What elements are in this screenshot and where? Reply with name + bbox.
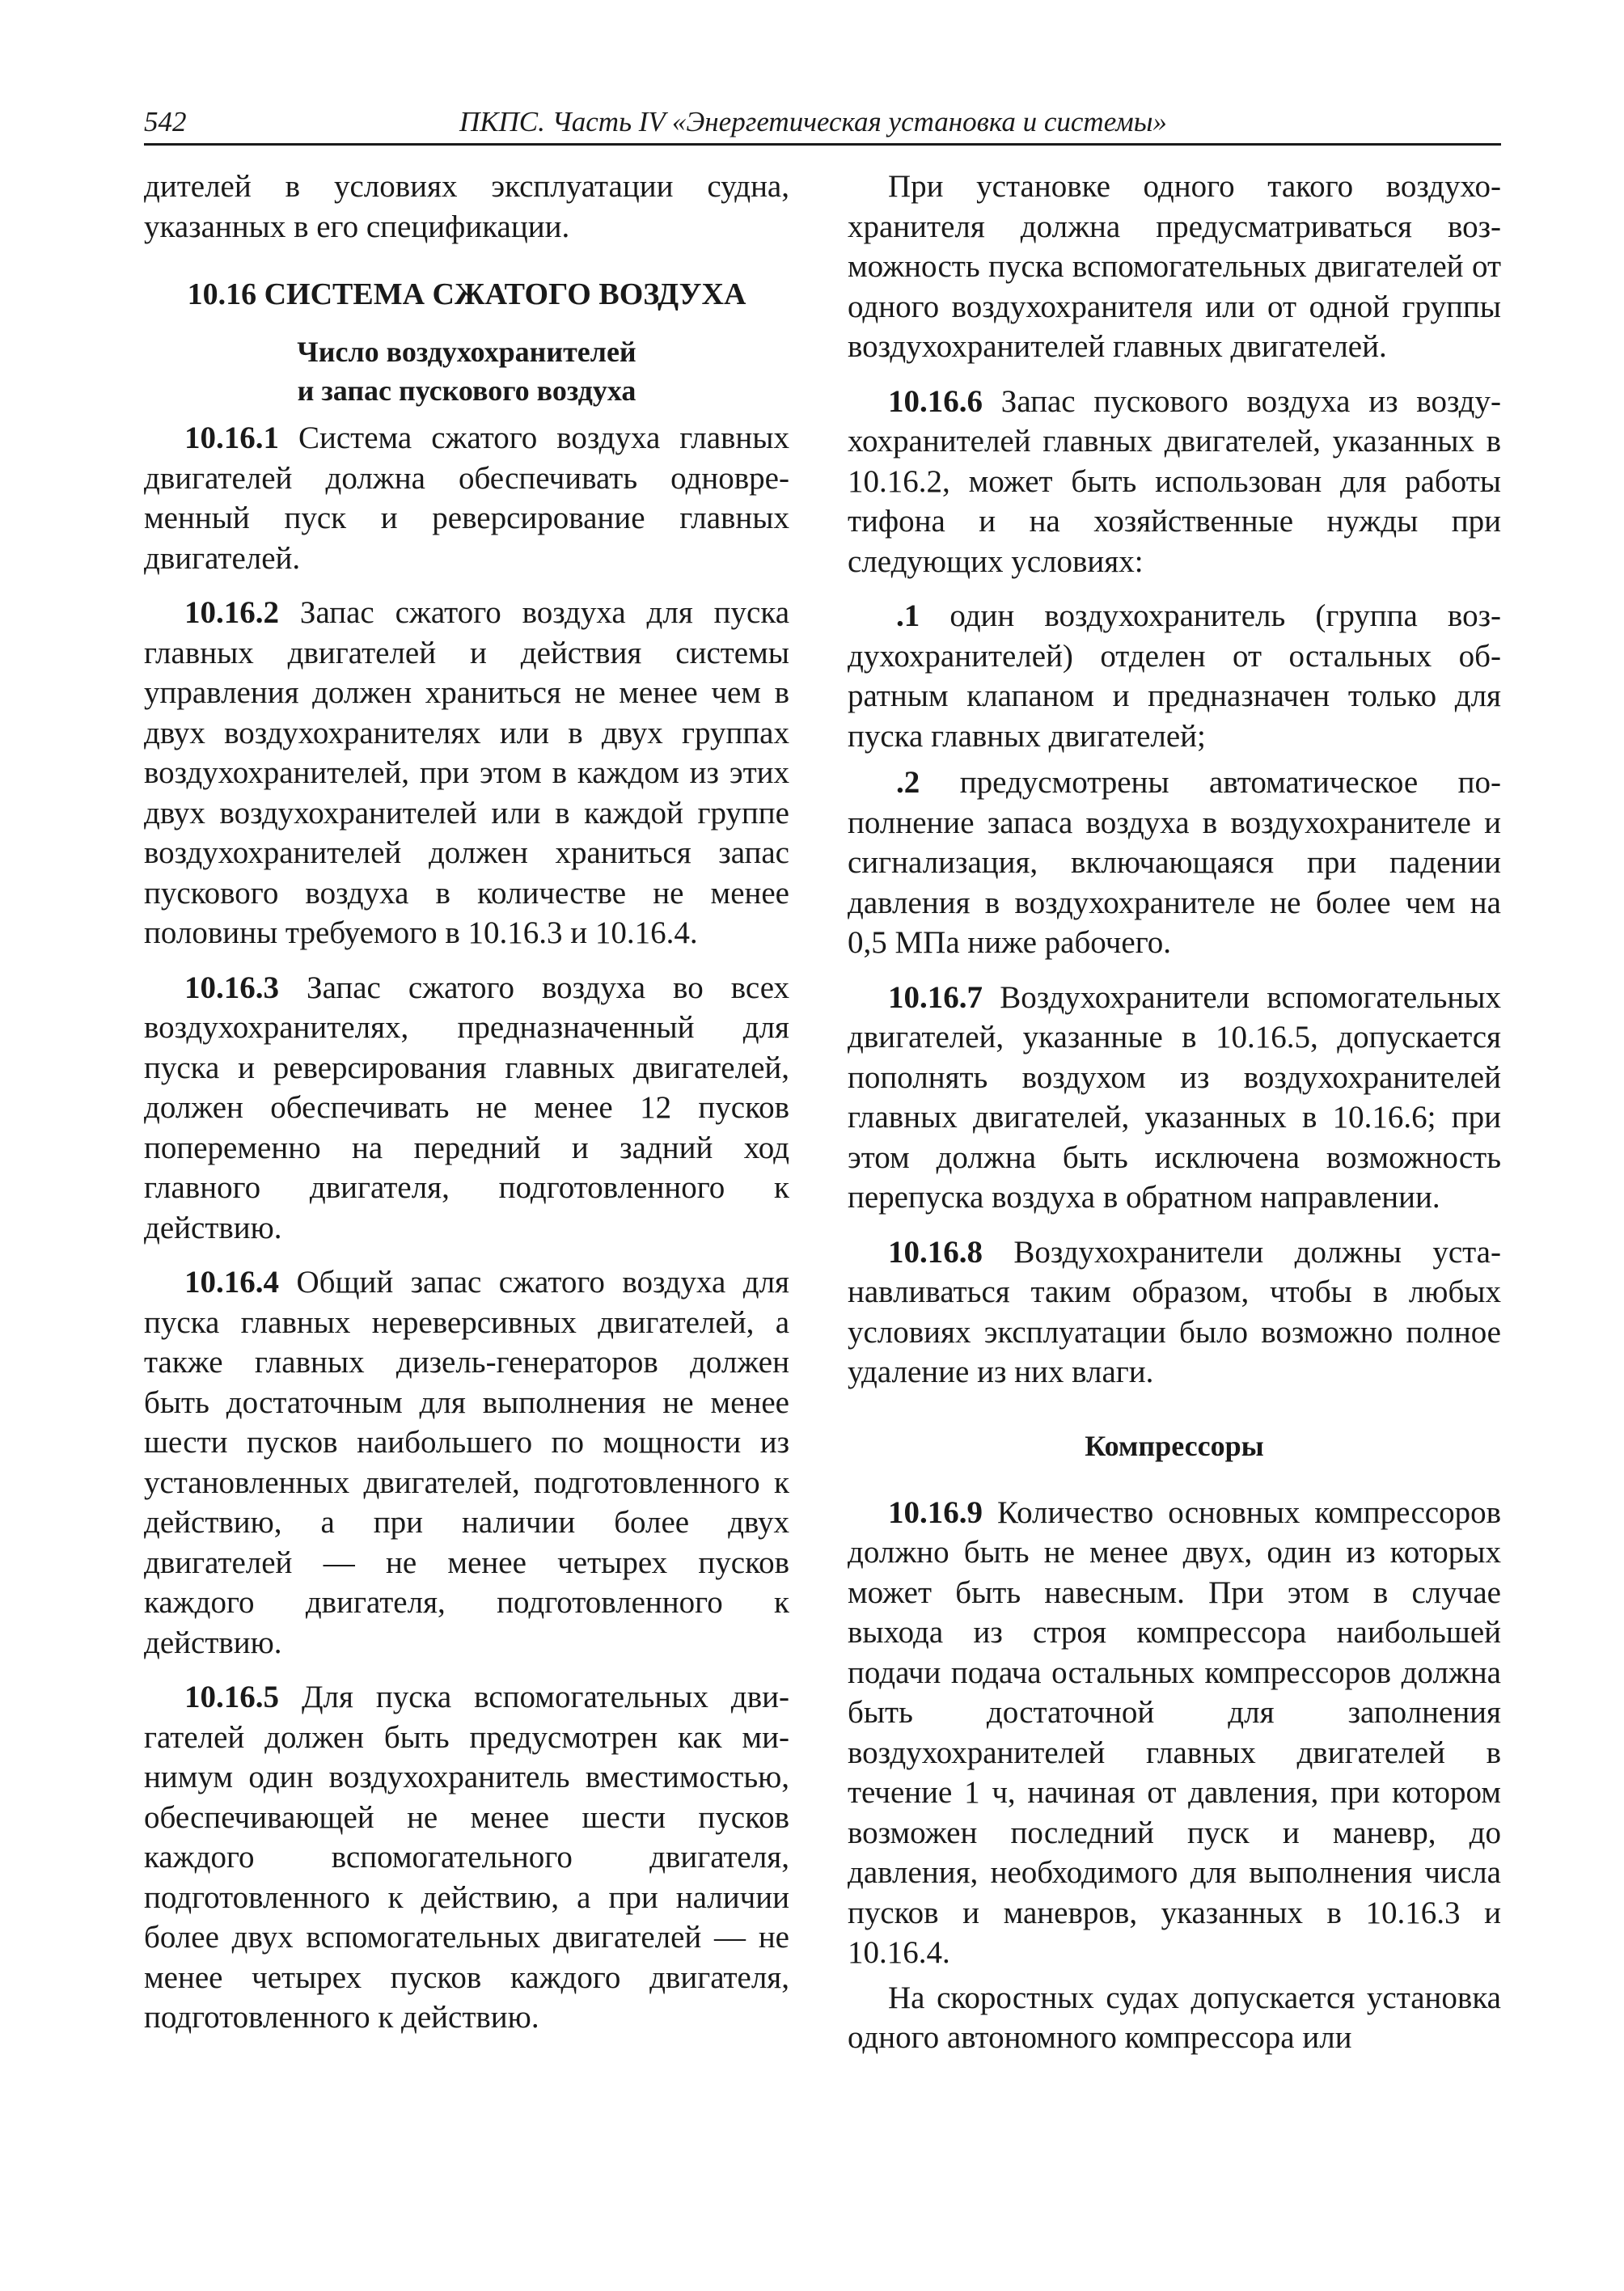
list-item-2 <box>848 763 1501 963</box>
clause-text: Количество основных компрессоров должно быть не менее двух, один из которых может быть навесным. При этом в случае выхода из строя компрессора наибольшей подачи подача остальных компрессоров должна быть достаточной для заполнения воздухохранителей главных двигателей в течение 1 ч, начиная от давления, при котором возможен последний пуск и маневр, до давления, необходимого для выполнения числа пусков и маневров, указанных в 10.16.3 и 10.16.4. <box>848 1494 1501 1970</box>
page-number: 542 <box>144 106 187 137</box>
page-header <box>144 101 1501 146</box>
clause-number: 10.16.3 <box>184 970 279 1005</box>
paragraph-10-16-3 <box>144 968 789 1249</box>
clause-text: Система сжатого воздуха главных двигателей должна обеспечивать одновременный пуск и реверсирование главных двигателей. <box>144 421 789 576</box>
subheading <box>144 332 789 410</box>
clause-number: 10.16.9 <box>888 1494 983 1530</box>
continuation-paragraph: При установке одного такого воздухохранителя должна предусматриваться возможность пуска вспомогательных двигателей от одного воздухохранителя или от одной группы воздухохранителей главных двигателей. <box>848 169 1501 364</box>
final-paragraph: На скоростных судах допускается установка одного автономного компрессора или <box>848 1980 1501 2055</box>
item-text: предусмотрены автоматическое пополнение запаса воздуха в воздухохранителе и сигнализация, включающаяся при падении давления в воздухохранителе не более чем на 0,5 МПа ниже рабочего. <box>848 765 1501 960</box>
running-title: ПКПС. Часть IV «Энергетическая установка и системы» <box>459 106 1167 137</box>
paragraph-10-16-9 <box>848 1493 1501 1973</box>
clause-number: 10.16.8 <box>888 1234 983 1270</box>
left-column <box>144 167 789 2052</box>
item-number: .1 <box>896 598 920 633</box>
list-item-1 <box>848 596 1501 756</box>
right-column <box>848 167 1501 2073</box>
clause-text: Запас пускового воздуха из воздухохранителей главных двигателей, указанных в 10.16.2, может быть использован для работы тифона и на хозяйственные нужды при следующих условиях: <box>848 383 1501 579</box>
paragraph-10-16-4 <box>144 1262 789 1663</box>
clause-text: Для пуска вспомогательных двигателей должен быть предусмотрен как минимум один воздухохранитель вместимостью, обеспечивающей не менее шести пусков каждого вспомогательного двигателя, подготовленного к действию, а при наличии более двух вспомогательных двигателей — не менее четырех пусков каждого двигателя, подготовленного к действию. <box>144 1680 789 2035</box>
clause-number: 10.16.6 <box>888 383 983 419</box>
section-heading: 10.16 СИСТЕМА СЖАТОГО ВОЗДУХА <box>187 277 746 311</box>
paragraph-10-16-8 <box>848 1232 1501 1393</box>
subheading-line-2: и запас пускового воздуха <box>297 374 636 407</box>
clause-text: Запас сжатого воздуха для пуска главных двигателей и действия системы управления должен храниться не менее чем в двух воздухохранителях или в двух группах воздухохранителей, при этом в каждом из этих двух воздухохранителей или в каждой группе воздухохранителей должен храниться запас пускового воздуха в количестве не менее половины требуемого в 10.16.3 и 10.16.4. <box>144 595 790 950</box>
clause-number: 10.16.2 <box>184 595 279 630</box>
paragraph-10-16-7 <box>848 978 1501 1218</box>
paragraph-10-16-5 <box>144 1677 789 2038</box>
paragraph-10-16-1 <box>144 418 789 578</box>
clause-number: 10.16.1 <box>184 421 279 455</box>
clause-text: Воздухохранители вспомогательных двигателей, указанные в 10.16.5, допускается пополнять воздухом из воздухохранителей главных двигателей, указанных в 10.16.6; при этом должна быть исключена возможность перепуска воздуха в обратном направлении. <box>848 979 1501 1215</box>
item-number: .2 <box>896 765 920 800</box>
clause-text: Общий запас сжатого воздуха для пуска главных нереверсивных двигателей, а также главных дизель-генераторов должен быть достаточным для выполнения не менее шести пусков наибольшего по мощности из установленных двигателей, подготовленного к действию, а при наличии более двух двигателей — не менее четырех пусков каждого двигателя, подготовленного к действию. <box>144 1265 789 1660</box>
paragraph-10-16-2 <box>144 593 789 953</box>
intro-paragraph: дителей в условиях эксплуатации судна, указанных в его спецификации. <box>144 169 789 244</box>
item-text: один воздухохранитель (группа воздухохранителей) отделен от остальных обратным клапаном и предназначен только для пуска главных двигателей; <box>848 598 1501 754</box>
subheading-line-1: Число воздухохранителей <box>297 336 636 368</box>
paragraph-10-16-6 <box>848 382 1501 582</box>
clause-number: 10.16.4 <box>184 1265 279 1300</box>
clause-text: Воздухохранители должны устанавливаться таким образом, чтобы в любых условиях эксплуатации было возможно полное удаление из них влаги. <box>848 1234 1501 1389</box>
clause-number: 10.16.5 <box>184 1680 279 1714</box>
clause-text: Запас сжатого воздуха во всех воздухохранителях, предназначенный для пуска и реверсирования главных двигателей, должен обеспечивать не менее 12 пусков попеременно на передний и задний ход главного двигателя, подготовленного к действию. <box>144 970 789 1245</box>
compressors-heading: Компрессоры <box>1085 1429 1264 1462</box>
clause-number: 10.16.7 <box>888 979 983 1015</box>
